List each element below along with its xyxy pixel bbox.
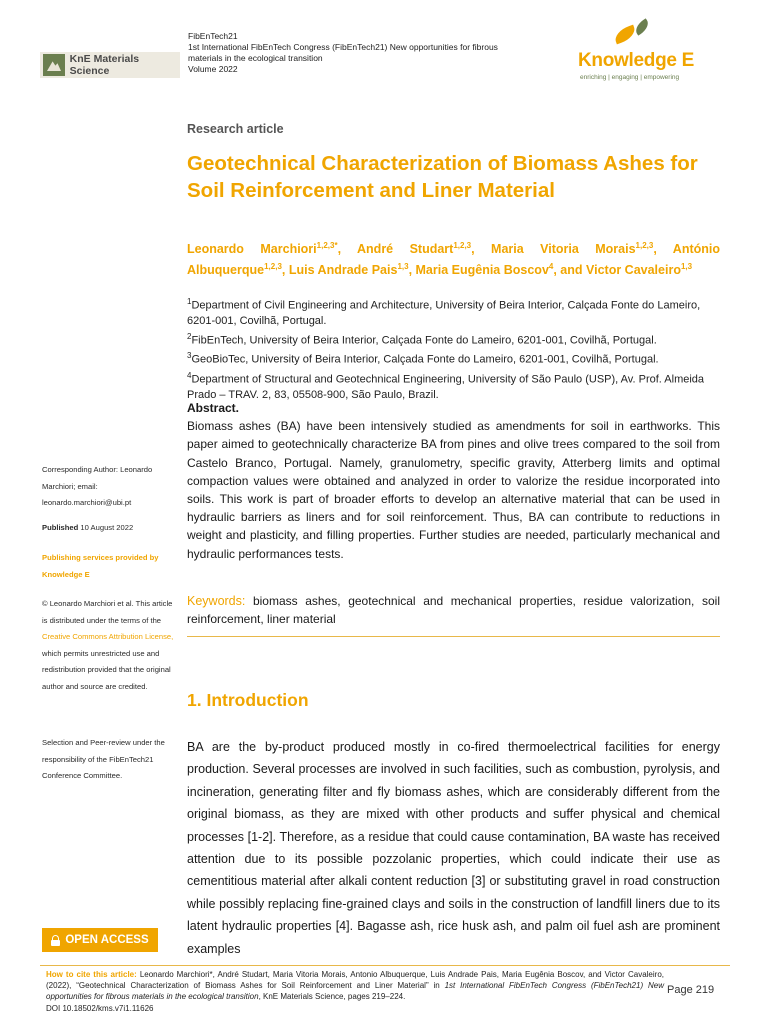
license-note	[42, 596, 174, 695]
peer-review-note: Selection and Peer-review under the responsibility of the FibEnTech21 Conference Committee.	[42, 738, 165, 780]
author-affiliation-sup: 1,3	[680, 262, 693, 272]
affiliation-number: 3	[187, 351, 192, 361]
abstract-heading: Abstract.	[187, 401, 240, 415]
leaf-icon	[633, 18, 652, 35]
leaf-icon	[612, 25, 637, 45]
page-header	[0, 0, 768, 84]
doi[interactable]: DOI 10.18502/kms.v7i1.11626	[46, 1003, 154, 1013]
open-access-badge[interactable]	[42, 928, 158, 952]
author-name[interactable]: Maria Eugênia Boscov$^4$	[415, 262, 554, 278]
abstract-text: Biomass ashes (BA) have been intensively studied as amendments for soil in earthworks. This paper aimed to geotechnically characterize BA from pines and olive trees compared to the soil from Castelo Branco, Portugal. Namely, granulometry, specific gravity, Atterberg limits and optimal compaction values were obtained and analyzed in order to valorize the residue incorporated into soils. This work is part of broader efforts to develop an alternative material that can be used in hydraulic barriers as liners and for soil reinforcement. Thus, BA can contribute to reductions in weight and plasticity, and filling properties. Further studies are needed, particularly mechanical and hydraulic performances tests.	[187, 419, 720, 561]
author-list: Leonardo Marchiori$^{1,2,3*}$, André Studart$^{1,2,3}$, Maria Vitoria Morais$^{1,2,3}$, António Albuquerque$^{1,2,3}$, Luis Andrade Pais$^{1,3}$, Maria Eugênia Boscov$^4$, and Victor Cavaleiro$^{1,3}$	[187, 241, 721, 278]
affiliation: $^4$Department of Structural and Geotechnical Engineering, University of São Paulo (USP), Av. Prof. Almeida Prado – TRAV. 2, 83, 05508-900, São Paulo, Brazil.	[187, 370, 705, 401]
section-heading-introduction: 1. Introduction	[187, 690, 309, 710]
footer-divider	[40, 965, 730, 966]
published-label: Published	[42, 523, 79, 532]
author-name[interactable]: Leonardo Marchiori$^{1,2,3*}$	[187, 241, 338, 257]
author-affiliation-sup: 1,3	[397, 262, 409, 272]
publisher-name: Knowledge E	[578, 50, 694, 71]
conference-line-1: 1st International FibEnTech Congress (FibEnTech21) New opportunities for fibrous	[188, 42, 498, 52]
cite-conference: 1st International FibEnTech Congress (FibEnTech21) New opportunities for fibrous materials in the ecological transition	[46, 981, 664, 1002]
published-value: 10 August 2022	[80, 523, 134, 532]
conference-short: FibEnTech21	[188, 31, 238, 41]
volume: Volume 2022	[188, 64, 238, 74]
license-prefix: © Leonardo Marchiori et al. This article is distributed under the terms of the	[42, 599, 173, 625]
affiliation-number: 2	[187, 331, 192, 341]
keywords-text: biomass ashes, geotechnical and mechanical properties, residue valorization, soil reinforcement, liner material	[187, 594, 720, 626]
author-name[interactable]: Maria Vitoria Morais$^{1,2,3}$	[491, 241, 654, 257]
license-suffix: which permits unrestricted use and redistribution provided that the original author and source are credited.	[42, 648, 171, 691]
mountain-logo-icon	[43, 54, 65, 76]
keywords	[187, 592, 720, 637]
cite-label: How to cite this article:	[46, 970, 137, 979]
author-affiliation-sup: 1,2,3	[635, 241, 654, 250]
article-type: Research article	[187, 122, 284, 136]
author-affiliation-sup: 1,2,3	[453, 241, 472, 250]
keywords-label: Keywords:	[187, 594, 246, 608]
affiliation: $^3$GeoBioTec, University of Beira Interior, Calçada Fonte do Lameiro, 6201-001, Covilhã, Portugal.	[187, 351, 659, 366]
conference-line-2: materials in the ecological transition	[188, 53, 323, 63]
journal-name: KnE Materials Science	[69, 53, 140, 77]
lock-open-icon	[51, 935, 60, 946]
journal-brand[interactable]	[40, 52, 180, 78]
affiliations	[187, 294, 720, 403]
open-access-label: OPEN ACCESS	[65, 934, 149, 946]
affiliation: $^2$FibEnTech, University of Beira Interior, Calçada Fonte do Lameiro, 6201-001, Covilhã, Portugal.	[187, 331, 657, 347]
publisher-tagline: enriching | engaging | empowering	[580, 74, 680, 81]
author-name[interactable]: Victor Cavaleiro$^{1,3}$	[586, 262, 693, 278]
author-affiliation-sup: 1,2,3	[264, 262, 282, 272]
author-name[interactable]: Luis Andrade Pais$^{1,3}$	[288, 262, 409, 278]
affiliation: $^1$Department of Civil Engineering and Architecture, University of Beira Interior, Calçada Fonte do Lameiro, 6201-001, Covilhã, Portugal.	[187, 297, 701, 327]
cite-tail: , KnE Materials Science, pages 219–224.	[258, 992, 406, 1002]
citation-footer	[46, 969, 664, 1014]
affiliation-number: 1	[187, 297, 192, 306]
author-affiliation-sup: 1,2,3*	[316, 241, 338, 250]
author-name[interactable]: António Albuquerque$^{1,2,3}$	[187, 242, 721, 278]
introduction-text: BA are the by-product produced mostly in co-fired thermoelectrical facilities for energy production. Several processes are involved in such facilities, such as combustion, pyrolysis, and incineration, generating filter and fly biomass ashes, which are considerably different from the original biomass, as they are mixed with other products and suffer physical and chemical processes [1-2]. Therefore, as a residue that could cause contamination, BA waste has received attention due to its possible pozzolanic properties, which could indicate their use as cementitious material after alkali content reduction [3] or substituting gravel in road construction while possibly replacing fine-grained clays and soils in the construction of landfill liners due to its latent hydraulic properties [4]. Bagasse ash, rice husk ash, and palm oil fuel ash are prominent examples	[187, 740, 720, 956]
publishing-services: Publishing services provided by Knowledge E	[42, 553, 159, 579]
cite-text: Leonardo Marchiori*, André Studart, Maria Vitoria Morais, Antonio Albuquerque, Luis Andrade Pais, Maria Eugênia Boscov, and Victor Cavaleiro, (2022), “Geotechnical Characterization of Biomass Ashes for Soil Reinforcement and Liner Material” in	[46, 970, 664, 991]
article-title: Geotechnical Characterization of Biomass Ashes for Soil Reinforcement and Liner Material	[187, 152, 698, 202]
author-name[interactable]: André Studart$^{1,2,3}$	[357, 241, 472, 257]
affiliation-number: 4	[187, 370, 192, 380]
publisher-logo[interactable]	[578, 22, 728, 82]
page-number: Page 219	[667, 984, 715, 996]
corresponding-author: Corresponding Author: Leonardo Marchiori; email: leonardo.marchiori@ubi.pt	[42, 465, 153, 507]
author-affiliation-sup: 4	[548, 262, 554, 272]
conference-info	[188, 31, 568, 75]
published-date	[42, 520, 174, 537]
abstract	[187, 399, 720, 563]
license-link[interactable]: Creative Commons Attribution License,	[42, 632, 174, 641]
